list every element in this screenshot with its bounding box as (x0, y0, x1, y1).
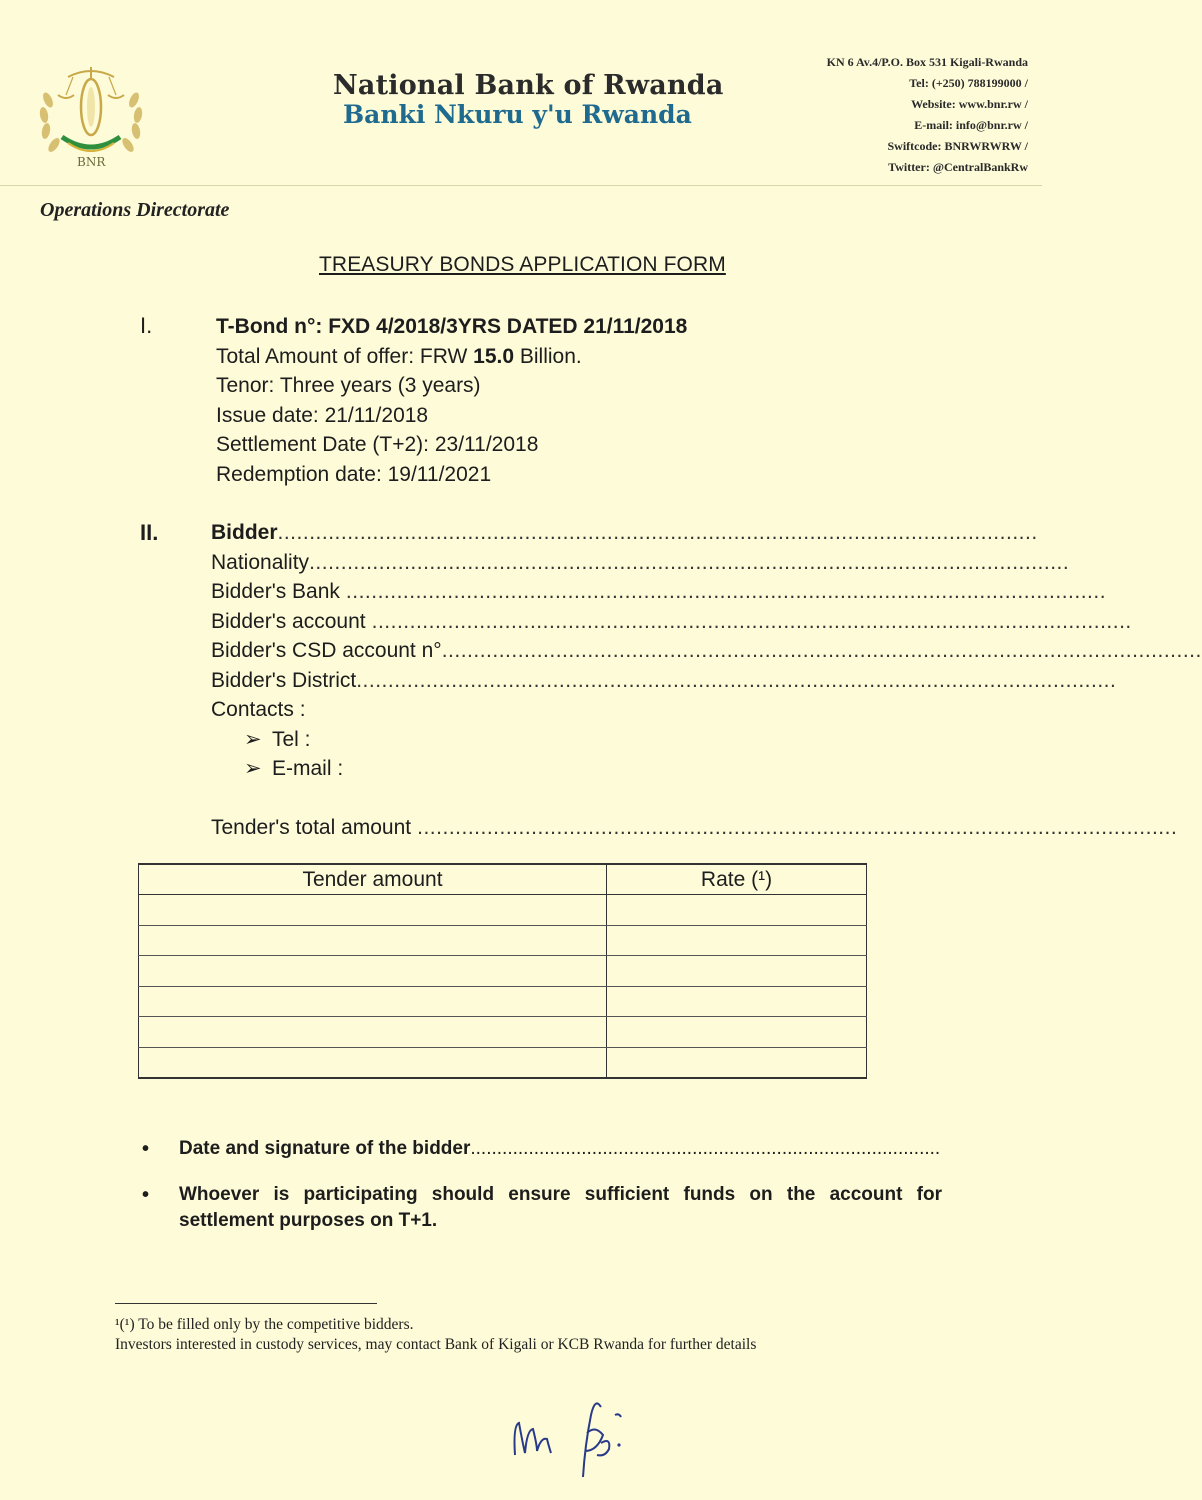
tel-label: Tel : (272, 727, 311, 751)
bullet-icon: • (142, 1184, 150, 1206)
tender-amount-cell[interactable] (139, 925, 607, 956)
total-amount-fill-line: ........................................................................................................................ (417, 815, 1178, 839)
bidder-account-fill-line: ........................................................................................................................ (371, 609, 1132, 633)
rate-header: Rate (¹) (607, 864, 867, 895)
signature-label: Date and signature of the bidder (179, 1138, 471, 1159)
tender-amount-cell[interactable] (139, 1017, 607, 1048)
table-row (139, 1047, 867, 1078)
instructions-list (142, 1136, 942, 1254)
tenor: Tenor: Three years (3 years) (216, 374, 481, 397)
arrow-bullet-icon: ➢ (244, 757, 262, 780)
bidder-fill-line: ........................................................................................................................ (277, 521, 1038, 544)
directorate-label: Operations Directorate (40, 199, 230, 221)
section-1-numeral: I. (140, 313, 153, 338)
csd-account-label: Bidder's CSD account n° (211, 639, 442, 662)
rate-cell[interactable] (607, 895, 867, 926)
tender-table (138, 863, 867, 1079)
bidder-bank-label: Bidder's Bank (211, 580, 340, 603)
settlement-date: Settlement Date (T+2): 23/11/2018 (216, 433, 539, 456)
table-row (139, 925, 867, 956)
bidder-account-label: Bidder's account (211, 609, 366, 633)
form-title: TREASURY BONDS APPLICATION FORM (319, 253, 726, 276)
table-header-row (139, 864, 867, 895)
bank-name-english: National Bank of Rwanda (333, 70, 724, 101)
rate-cell[interactable] (607, 925, 867, 956)
total-amount-field[interactable] (211, 813, 1178, 843)
rate-cell[interactable] (607, 1017, 867, 1048)
footnote-2: Investors interested in custody services, may contact Bank of Kigali or KCB Rwanda for further details (115, 1336, 757, 1353)
tender-amount-header: Tender amount (139, 864, 607, 895)
header-divider (0, 185, 1042, 186)
district-fill-line: ........................................................................................................................ (356, 668, 1117, 692)
amount-suffix: Billion. (514, 344, 582, 368)
redemption-date: Redemption date: 19/11/2021 (216, 462, 492, 486)
contact-twitter: Twitter: @CentralBankRw (888, 160, 1028, 174)
bidder-label: Bidder (211, 521, 278, 544)
amount-value: 15.0 (473, 344, 515, 368)
nationality-label: Nationality (211, 550, 310, 574)
footnote-1: ¹(¹) To be filled only by the competitive bidders. (115, 1316, 414, 1333)
tel-field[interactable] (211, 725, 911, 755)
contact-swiftcode: Swiftcode: BNRWRWRW / (887, 139, 1028, 153)
signature-text (179, 1136, 940, 1162)
signature-initials-icon (505, 1385, 645, 1485)
contact-phone: Tel: (+250) 788199000 / (909, 76, 1028, 90)
signature-fill-line: ......................................................................................... (470, 1138, 941, 1159)
contacts-label: Contacts : (211, 698, 306, 721)
table-row (139, 956, 867, 987)
nationality-fill-line: ........................................................................................................................ (309, 550, 1070, 574)
table-row (139, 1017, 867, 1048)
bidder-field[interactable] (211, 518, 1038, 548)
table-row (139, 895, 867, 926)
bank-name-kinyarwanda: Banki Nkuru y'u Rwanda (343, 100, 692, 129)
rate-cell[interactable] (607, 986, 867, 1017)
email-label: E-mail : (272, 757, 344, 780)
csd-account-fill-line: ........................................................................................................................ (441, 639, 1202, 662)
signature-item[interactable] (142, 1136, 942, 1162)
tender-amount-cell[interactable] (139, 1047, 607, 1078)
funds-item (142, 1182, 942, 1234)
bidder-bank-fill-line: ........................................................................................................................ (345, 580, 1107, 603)
rate-cell[interactable] (607, 956, 867, 987)
bidder-bank-field[interactable] (211, 577, 1107, 607)
section-2-numeral: II. (140, 520, 159, 545)
bond-reference: T-Bond n°: FXD 4/2018/3YRS DATED 21/11/2018 (216, 315, 688, 338)
arrow-bullet-icon: ➢ (244, 727, 262, 751)
issue-date: Issue date: 21/11/2018 (216, 403, 429, 427)
district-label: Bidder's District (211, 668, 357, 692)
bnr-logo (28, 55, 158, 180)
bullet-icon: • (142, 1138, 150, 1160)
bidder-account-field[interactable] (211, 607, 1132, 637)
funds-text: Whoever is participating should ensure sufficient funds on the account for settlement purposes on T+1. (179, 1184, 942, 1231)
tender-amount-cell[interactable] (139, 956, 607, 987)
rate-cell[interactable] (607, 1047, 867, 1078)
contact-address: KN 6 Av.4/P.O. Box 531 Kigali-Rwanda (826, 55, 1028, 69)
nationality-field[interactable] (211, 548, 1070, 578)
footnotes (115, 1315, 756, 1355)
amount-prefix: Total Amount of offer: FRW (216, 344, 474, 368)
tender-amount-cell[interactable] (139, 986, 607, 1017)
district-field[interactable] (211, 666, 1117, 696)
total-amount-label: Tender's total amount (211, 815, 412, 839)
table-row (139, 986, 867, 1017)
total-amount-offer (216, 342, 687, 372)
tender-amount-cell[interactable] (139, 895, 607, 926)
section-2 (211, 518, 1202, 842)
footnote-divider (115, 1303, 377, 1304)
handwritten-signature (505, 1385, 645, 1485)
contact-email: E-mail: info@bnr.rw / (914, 118, 1028, 132)
csd-account-field[interactable] (211, 636, 1202, 666)
logo-text: BNR (77, 155, 106, 169)
section-1 (216, 312, 687, 489)
contact-info (827, 52, 1028, 178)
contact-website: Website: www.bnr.rw / (911, 97, 1028, 111)
email-field[interactable] (211, 754, 911, 784)
